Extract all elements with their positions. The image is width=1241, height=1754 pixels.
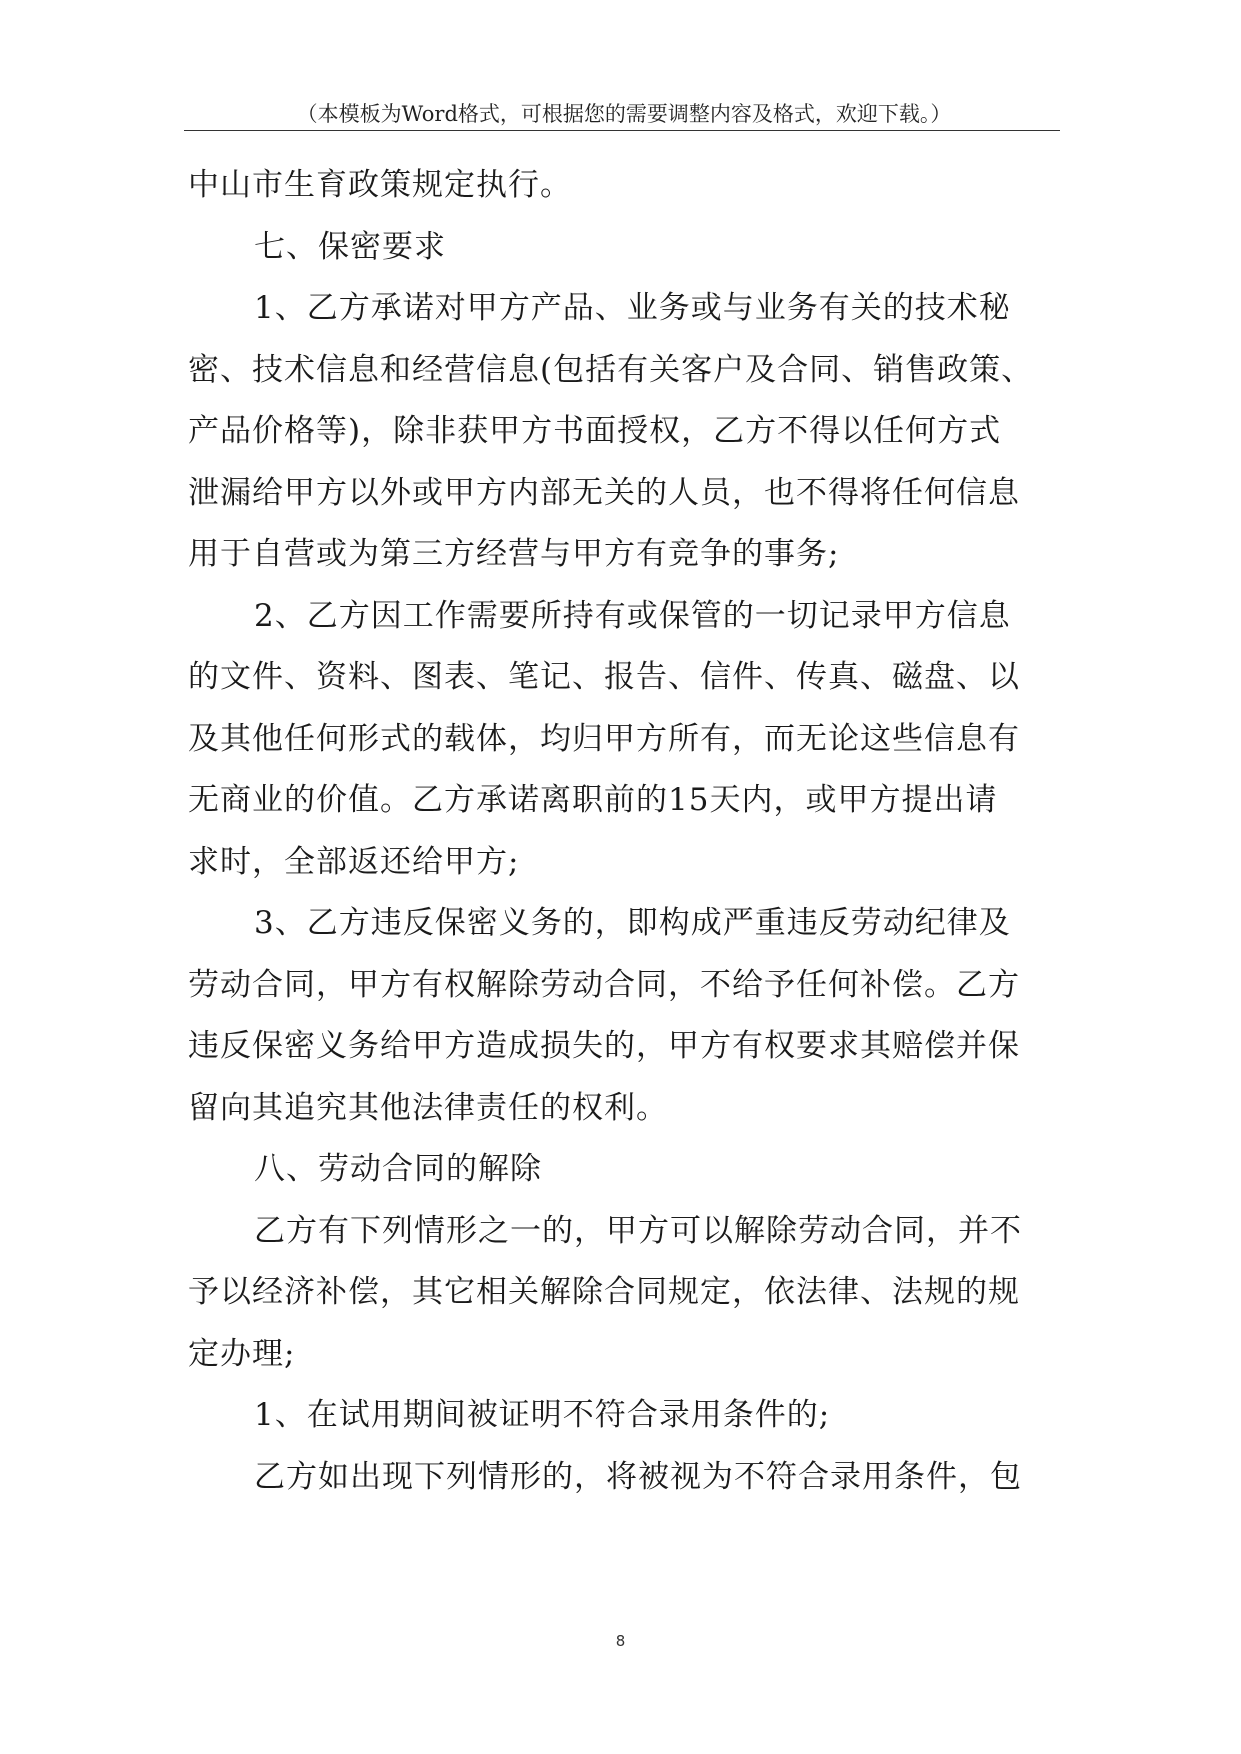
body-line: 予以经济补偿，其它相关解除合同规定，依法律、法规的规 <box>188 1274 1020 1310</box>
body-line: 泄漏给甲方以外或甲方内部无关的人员，也不得将任何信息 <box>188 474 1020 511</box>
body-line: 留向其追究其他法律责任的权利。 <box>188 1089 668 1126</box>
body-line: 无商业的价值。乙方承诺离职前的15天内，或甲方提出请 <box>188 782 998 818</box>
body-line: 1、在试用期间被证明不符合录用条件的; <box>254 1397 831 1433</box>
body-line: 2、乙方因工作需要所持有或保管的一切记录甲方信息 <box>254 597 1011 634</box>
body-line: 求时，全部返还给甲方; <box>188 843 520 880</box>
body-line: 定办理; <box>188 1335 296 1372</box>
body-line: 的文件、资料、图表、笔记、报告、信件、传真、磁盘、以 <box>188 659 1020 695</box>
document-body <box>188 155 1068 1508</box>
page-number: 8 <box>615 1632 626 1650</box>
body-line: 及其他任何形式的载体，均归甲方所有，而无论这些信息有 <box>188 720 1020 757</box>
body-line: 1、乙方承诺对甲方产品、业务或与业务有关的技术秘 <box>254 290 1011 326</box>
body-line: 用于自营或为第三方经营与甲方有竞争的事务; <box>188 536 840 572</box>
body-line: 违反保密义务给甲方造成损失的，甲方有权要求其赔偿并保 <box>188 1028 1020 1064</box>
body-line: 八、劳动合同的解除 <box>254 1151 542 1187</box>
body-line: 密、技术信息和经营信息(包括有关客户及合同、销售政策、 <box>188 351 1034 388</box>
body-line: 产品价格等)，除非获甲方书面授权，乙方不得以任何方式 <box>188 413 1002 449</box>
body-line: 劳动合同，甲方有权解除劳动合同，不给予任何补偿。乙方 <box>188 966 1020 1003</box>
header-divider <box>184 130 1060 131</box>
body-line: 3、乙方违反保密义务的，即构成严重违反劳动纪律及 <box>254 905 1011 941</box>
body-line: 七、保密要求 <box>254 228 446 265</box>
body-line: 乙方如出现下列情形的，将被视为不符合录用条件，包 <box>254 1458 1022 1495</box>
document-header-note: （本模板为Word格式，可根据您的需要调整内容及格式，欢迎下载。） <box>296 102 952 126</box>
body-line: 乙方有下列情形之一的，甲方可以解除劳动合同，并不 <box>254 1212 1022 1249</box>
body-line: 中山市生育政策规定执行。 <box>188 167 572 203</box>
